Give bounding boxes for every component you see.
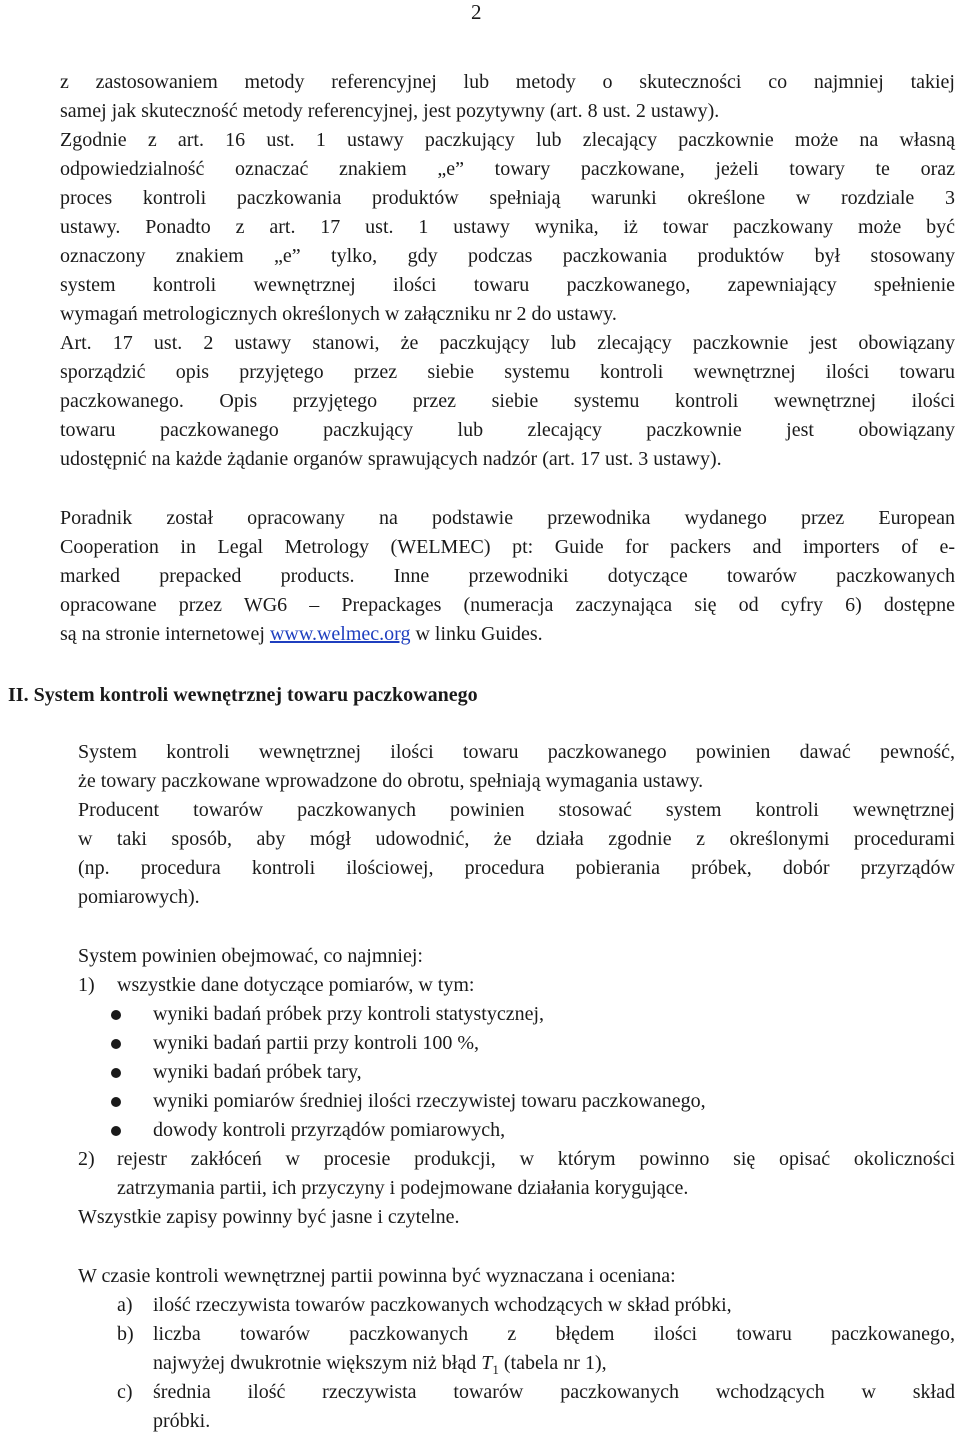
- text-fragment: są na stronie internetowej: [60, 623, 270, 645]
- list-item: [153, 1349, 955, 1378]
- text-line: że towary paczkowane wprowadzone do obrotu, spełniają wymagania ustawy.: [78, 770, 704, 792]
- list-item: średnia ilość rzeczywista towarów paczkowanych wchodzących w skład: [153, 1381, 955, 1403]
- text-line: ustawy. Ponadto z art. 17 ust. 1 ustawy wynika, iż towar paczkowany może być: [60, 216, 955, 238]
- list-number: 1): [78, 974, 95, 996]
- text-line: System powinien obejmować, co najmniej:: [78, 945, 423, 967]
- bullet-item: wyniki badań partii przy kontroli 100 %,: [153, 1032, 480, 1054]
- text-line: udostępnić na każde żądanie organów sprawujących nadzór (art. 17 ust. 3 ustawy).: [60, 448, 722, 470]
- text-line: towaru paczkowanego paczkujący lub zlecający paczkownie jest obowiązany: [60, 419, 955, 441]
- text-line: w taki sposób, aby mógł udowodnić, że działa zgodnie z określonymi procedurami: [78, 828, 955, 850]
- text-line: Poradnik został opracowany na podstawie przewodnika wydanego przez European: [60, 507, 955, 529]
- bullet-item: wyniki badań próbek przy kontroli statystycznej,: [153, 1003, 545, 1025]
- list-item: rejestr zakłóceń w procesie produkcji, w którym powinno się opisać okoliczności: [117, 1148, 955, 1170]
- list-item: liczba towarów paczkowanych z błędem ilości towaru paczkowanego,: [153, 1323, 955, 1345]
- text-line: odpowiedzialność oznaczać znakiem „e” towary paczkowane, jeżeli towary te oraz: [60, 158, 955, 180]
- bullet-item: wyniki pomiarów średniej ilości rzeczywistej towaru paczkowanego,: [153, 1090, 706, 1112]
- list-letter: a): [117, 1294, 133, 1316]
- bullet-icon: [111, 1010, 121, 1020]
- bullet-item: dowody kontroli przyrządów pomiarowych,: [153, 1119, 506, 1141]
- text-line: Producent towarów paczkowanych powinien stosować system kontroli wewnętrznej: [78, 799, 955, 821]
- text-line: sporządzić opis przyjętego przez siebie systemu kontroli wewnętrznej ilości towaru: [60, 361, 955, 383]
- text-line: Cooperation in Legal Metrology (WELMEC) pt: Guide for packers and importers of e-: [60, 536, 955, 558]
- bullet-icon: [111, 1068, 121, 1078]
- text-line: paczkowanego. Opis przyjętego przez siebie systemu kontroli wewnętrznej ilości: [60, 390, 955, 412]
- text-line: [60, 620, 955, 649]
- text-line: (np. procedura kontroli ilościowej, procedura pobierania próbek, dobór przyrządów: [78, 857, 955, 879]
- list-item: próbki.: [153, 1410, 211, 1432]
- text-line: proces kontroli paczkowania produktów spełniają warunki określone w rozdziale 3: [60, 187, 955, 209]
- bullet-icon: [111, 1097, 121, 1107]
- text-line: W czasie kontroli wewnętrznej partii powinna być wyznaczana i oceniana:: [78, 1265, 676, 1287]
- text-line: z zastosowaniem metody referencyjnej lub metody o skuteczności co najmniej takiej: [60, 71, 955, 93]
- text-line: marked prepacked products. Inne przewodniki dotyczące towarów paczkowanych: [60, 565, 955, 587]
- text-fragment: (tabela nr 1),: [498, 1352, 607, 1374]
- text-line: pomiarowych).: [78, 886, 200, 908]
- bullet-item: wyniki badań próbek tary,: [153, 1061, 362, 1083]
- symbol-subscript: 1: [492, 1362, 499, 1377]
- text-line: Art. 17 ust. 2 ustawy stanowi, że paczkujący lub zlecający paczkownie jest obowiązany: [60, 332, 955, 354]
- bullet-icon: [111, 1039, 121, 1049]
- text-line: oznaczony znakiem „e” tylko, gdy podczas paczkowania produktów był stosowany: [60, 245, 955, 267]
- list-item: wszystkie dane dotyczące pomiarów, w tym:: [117, 974, 475, 996]
- page-number: 2: [471, 0, 482, 24]
- list-item: ilość rzeczywista towarów paczkowanych wchodzących w skład próbki,: [153, 1294, 732, 1316]
- text-line: Wszystkie zapisy powinny być jasne i czytelne.: [78, 1206, 460, 1228]
- text-line: system kontroli wewnętrznej ilości towaru paczkowanego, zapewniający spełnienie: [60, 274, 955, 296]
- text-fragment: najwyżej dwukrotnie większym niż błąd: [153, 1352, 482, 1374]
- list-letter: b): [117, 1323, 134, 1345]
- text-fragment: w linku Guides.: [410, 623, 543, 645]
- text-line: System kontroli wewnętrznej ilości towaru paczkowanego powinien dawać pewność,: [78, 741, 955, 763]
- text-line: samej jak skuteczność metody referencyjnej, jest pozytywny (art. 8 ust. 2 ustawy).: [60, 100, 720, 122]
- text-line: Zgodnie z art. 16 ust. 1 ustawy paczkujący lub zlecający paczkownie może na własną: [60, 129, 955, 151]
- section-heading: II. System kontroli wewnętrznej towaru paczkowanego: [8, 684, 478, 706]
- list-item: zatrzymania partii, ich przyczyny i podejmowane działania korygujące.: [117, 1177, 689, 1199]
- bullet-icon: [111, 1126, 121, 1136]
- welmec-link[interactable]: www.welmec.org: [269, 623, 411, 645]
- text-line: opracowane przez WG6 – Prepackages (numeracja zaczynająca się od cyfry 6) dostępne: [60, 594, 955, 616]
- symbol-t: T: [481, 1352, 493, 1374]
- text-line: wymagań metrologicznych określonych w załączniku nr 2 do ustawy.: [60, 303, 617, 325]
- list-letter: c): [117, 1381, 133, 1403]
- list-number: 2): [78, 1148, 95, 1170]
